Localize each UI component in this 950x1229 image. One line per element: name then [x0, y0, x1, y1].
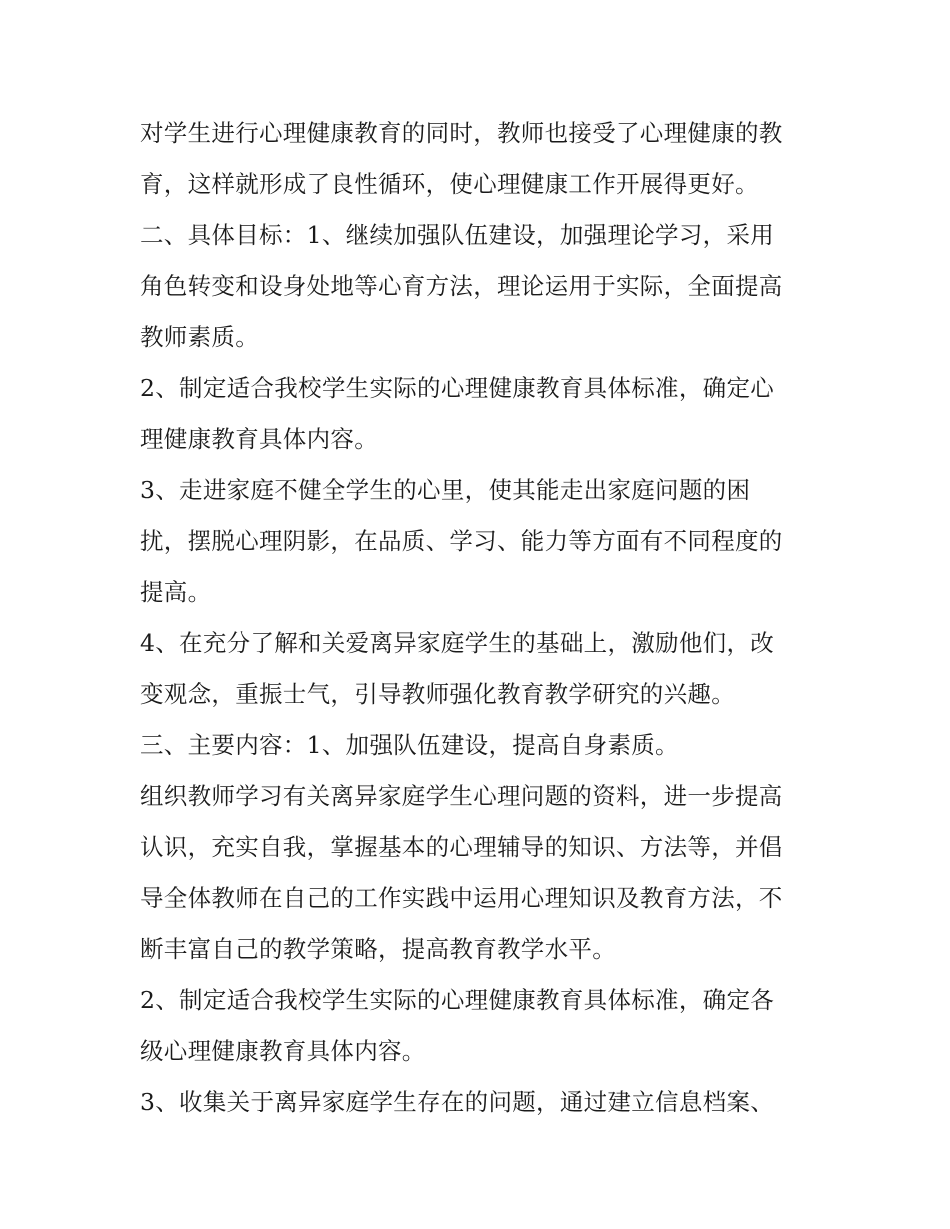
- list-item-goal-2: 2、制定适合我校学生实际的心理健康教育具体标准，确定心: [140, 374, 775, 402]
- section-heading-content: 三、主要内容：1、加强队伍建设，提高自身素质。: [140, 731, 679, 759]
- text-line: 对学生进行心理健康教育的同时，教师也接受了心理健康的教: [140, 119, 783, 147]
- text-line: 组织教师学习有关离异家庭学生心理问题的资料，进一步提高: [140, 782, 783, 810]
- list-item-goal-3: 3、走进家庭不健全学生的心里，使其能走出家庭问题的困: [140, 476, 751, 504]
- text-line: 扰，摆脱心理阴影，在品质、学习、能力等方面有不同程度的: [140, 527, 783, 555]
- text-line: 教师素质。: [140, 323, 259, 351]
- text-line: 级心理健康教育具体内容。: [140, 1037, 426, 1065]
- text-line: 变观念，重振士气，引导教师强化教育教学研究的兴趣。: [140, 680, 735, 708]
- list-item-content-3: 3、收集关于离异家庭学生存在的问题，通过建立信息档案、: [140, 1088, 775, 1116]
- document-body: [140, 108, 820, 1128]
- text-line: 认识，充实自我，掌握基本的心理辅导的知识、方法等，并倡: [140, 833, 783, 861]
- text-line: 角色转变和设身处地等心育方法，理论运用于实际，全面提高: [140, 272, 783, 300]
- section-heading-goals: 二、具体目标：1、继续加强队伍建设，加强理论学习，采用: [140, 221, 775, 249]
- text-line: 育，这样就形成了良性循环，使心理健康工作开展得更好。: [140, 170, 759, 198]
- text-line: 理健康教育具体内容。: [140, 425, 378, 453]
- list-item-goal-4: 4、在充分了解和关爱离异家庭学生的基础上，激励他们，改: [140, 629, 775, 657]
- text-line: 提高。: [140, 578, 212, 606]
- text-line: 导全体教师在自己的工作实践中运用心理知识及教育方法，不: [140, 884, 783, 912]
- list-item-content-2: 2、制定适合我校学生实际的心理健康教育具体标准，确定各: [140, 986, 775, 1014]
- text-line: 断丰富自己的教学策略，提高教育教学水平。: [140, 935, 616, 963]
